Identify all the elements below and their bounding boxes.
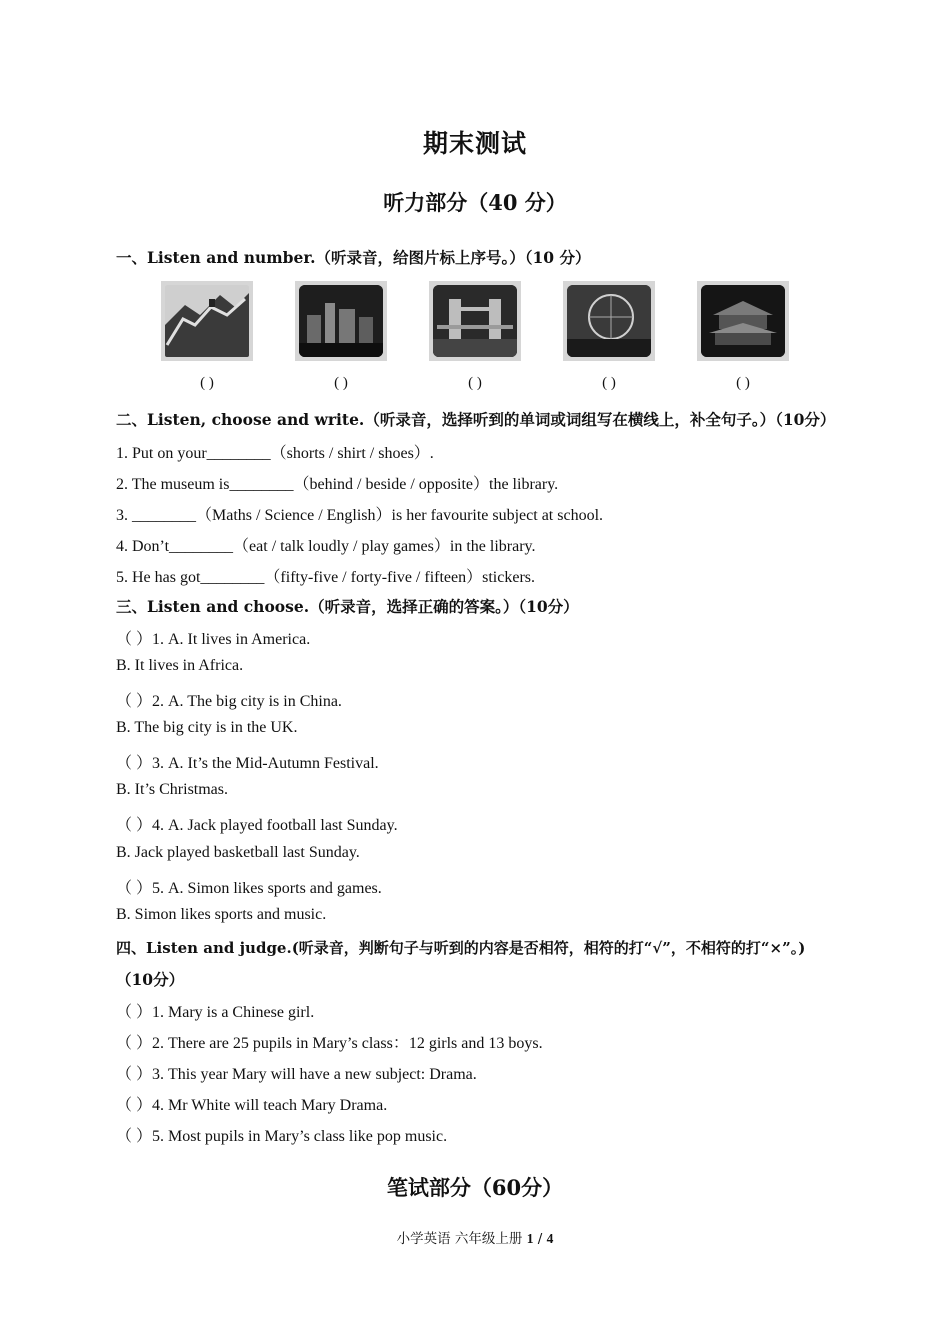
- section2-heading: 二、Listen, choose and write.（听录音，选择听到的单词或词组写在横线上，补全句子。）（10分）: [116, 410, 836, 429]
- tower-bridge-photo: [429, 281, 521, 361]
- great-wall-photo: [161, 281, 253, 361]
- page-footer: [0, 1227, 950, 1247]
- choice-item: B. It’s Christmas.: [116, 781, 229, 798]
- choice-item: B. Simon likes sports and music.: [116, 906, 327, 923]
- fill-item: 5. He has got________（fifty-five / forty-five / fifteen）stickers.: [116, 569, 536, 586]
- section3-heading: 三、Listen and choose.（听录音，选择正确的答案。）（10分）: [116, 597, 579, 616]
- choice-item: （ ）3. A. It’s the Mid-Autumn Festival.: [116, 755, 379, 772]
- choice-item: B. It lives in Africa.: [116, 657, 244, 674]
- page-number: 1: [526, 1231, 534, 1246]
- choice-item: B. Jack played basketball last Sunday.: [116, 844, 360, 861]
- answer-paren-5[interactable]: ( ): [736, 375, 750, 391]
- answer-paren-4[interactable]: ( ): [602, 375, 616, 391]
- choice-item: （ ）1. A. It lives in America.: [116, 631, 311, 648]
- judge-item: （ ）1. Mary is a Chinese girl.: [116, 1004, 315, 1021]
- fill-item: 1. Put on your________（shorts / shirt / shoes）.: [116, 445, 434, 462]
- answer-paren-1[interactable]: ( ): [200, 375, 214, 391]
- ferris-wheel-photo: [563, 281, 655, 361]
- palace-photo: [697, 281, 789, 361]
- choice-item: （ ）2. A. The big city is in China.: [116, 693, 342, 710]
- section4-heading: 四、Listen and judge.(听录音，判断句子与听到的内容是否相符，相符的打“√”，不相符的打“×”。): [116, 939, 806, 957]
- page-total: 4: [546, 1231, 554, 1246]
- city-night-photo: [295, 281, 387, 361]
- judge-item: （ ）3. This year Mary will have a new subject: Drama.: [116, 1066, 477, 1083]
- page-title: 期末测试: [422, 129, 527, 158]
- written-header: 笔试部分（60分）: [386, 1175, 564, 1200]
- answer-paren-3[interactable]: ( ): [468, 375, 482, 391]
- page-separator: /: [537, 1231, 543, 1247]
- section4-points: （10分）: [116, 970, 185, 989]
- listening-header: 听力部分（40 分）: [383, 190, 567, 215]
- footer-text: 小学英语 六年级上册: [396, 1231, 523, 1247]
- judge-item: （ ）4. Mr White will teach Mary Drama.: [116, 1097, 388, 1114]
- judge-item: （ ）2. There are 25 pupils in Mary’s class：12 girls and 13 boys.: [116, 1035, 543, 1052]
- fill-item: 4. Don’t________（eat / talk loudly / play games）in the library.: [116, 538, 536, 555]
- choice-item: （ ）5. A. Simon likes sports and games.: [116, 880, 382, 897]
- fill-item: 2. The museum is________（behind / beside / opposite）the library.: [116, 476, 559, 493]
- choice-item: B. The big city is in the UK.: [116, 719, 298, 736]
- judge-item: （ ）5. Most pupils in Mary’s class like pop music.: [116, 1128, 448, 1145]
- section1-heading: 一、Listen and number.（听录音，给图片标上序号。）（10 分）: [116, 248, 591, 267]
- answer-paren-2[interactable]: ( ): [334, 375, 348, 391]
- choice-item: （ ）4. A. Jack played football last Sunday.: [116, 817, 398, 834]
- fill-item: 3. ________（Maths / Science / English）is her favourite subject at school.: [116, 507, 604, 524]
